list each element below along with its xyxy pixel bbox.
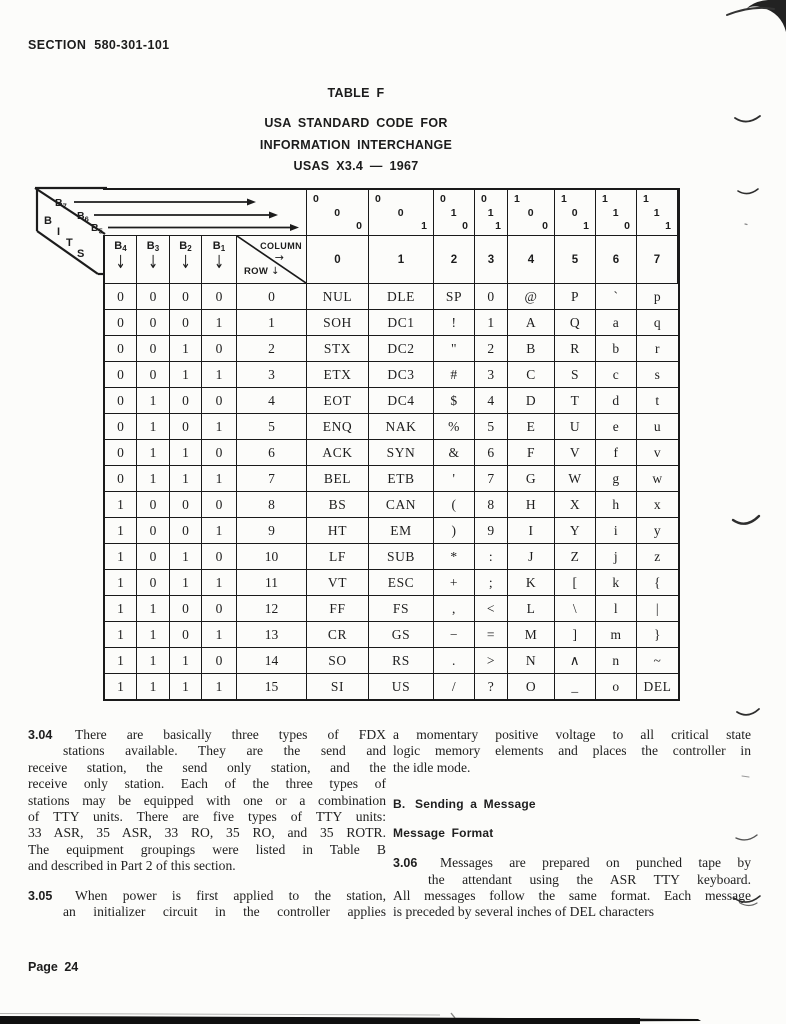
char-col1: ETB: [369, 466, 434, 491]
column-number: 6: [596, 236, 637, 283]
char-col5: Q: [555, 310, 596, 335]
char-col6: m: [596, 622, 637, 647]
char-col0: HT: [307, 518, 369, 543]
bit-column-header: $B_1$ ↓: [202, 236, 237, 283]
char-col5: X: [555, 492, 596, 517]
bottom-scan-bar: [0, 1013, 701, 1024]
char-col1: CAN: [369, 492, 434, 517]
char-col5: P: [555, 284, 596, 309]
char-col1: DC3: [369, 362, 434, 387]
char-col0: SI: [307, 674, 369, 699]
column-bit-pattern: 0 0 1: [369, 190, 434, 235]
bit-b1: 1: [202, 518, 237, 543]
bit-b3: 1: [137, 440, 170, 465]
row-number: 2: [237, 336, 307, 361]
bit-b4: 1: [105, 648, 137, 673]
char-col6: b: [596, 336, 637, 361]
bit-b3: 1: [137, 414, 170, 439]
char-col3: 9: [475, 518, 508, 543]
bit-b2: 0: [170, 310, 202, 335]
column-bit-pattern: 0 0 0: [307, 190, 369, 235]
char-col4: D: [508, 388, 555, 413]
bit-b3: 1: [137, 622, 170, 647]
bit-b4: 0: [105, 414, 137, 439]
char-col0: EOT: [307, 388, 369, 413]
char-col7: p: [653, 288, 662, 304]
char-col4: @: [508, 284, 555, 309]
bit-b1: 1: [202, 310, 237, 335]
column-label: COLUMN: [260, 241, 302, 251]
text-column-left: [28, 727, 386, 920]
char-col6: j: [596, 544, 637, 569]
table-row: [105, 335, 678, 361]
bits-letter-i: I: [57, 226, 61, 238]
table-row: [105, 621, 678, 647]
bit-label-b5: $B_5$: [91, 222, 103, 236]
char-col3: ;: [475, 570, 508, 595]
bit-b1: 1: [202, 466, 237, 491]
char-col0: FF: [307, 596, 369, 621]
char-col2: (: [434, 492, 475, 517]
column-number: 3: [475, 236, 508, 283]
row-number: 6: [237, 440, 307, 465]
row-label: ROW ↓: [244, 266, 280, 277]
bit-b3: 1: [137, 674, 170, 699]
bit-b4: 0: [105, 336, 137, 361]
bit-b4: 0: [105, 310, 137, 335]
char-col5: T: [555, 388, 596, 413]
char-col7: w: [652, 470, 663, 486]
char-col1: DC2: [369, 336, 434, 361]
row-number: 8: [237, 492, 307, 517]
bit-b2: 1: [170, 336, 202, 361]
char-col3: <: [475, 596, 508, 621]
char-col6: k: [596, 570, 637, 595]
row-number: 1: [237, 310, 307, 335]
bit-b1: 0: [202, 596, 237, 621]
bit-b3: 1: [137, 466, 170, 491]
table-subtitle-2: INFORMATION INTERCHANGE: [259, 138, 453, 152]
char-col6: n: [596, 648, 637, 673]
char-col7: s: [654, 366, 661, 382]
char-col5: [: [555, 570, 596, 595]
table-row: [105, 387, 678, 413]
bit-b1: 1: [202, 674, 237, 699]
char-col4: O: [508, 674, 555, 699]
bit-b4: 1: [105, 596, 137, 621]
down-arrow-icon: ↓: [115, 251, 126, 273]
char-col7: y: [653, 522, 662, 538]
table-header-bit-triplets: [103, 190, 678, 235]
char-col4: B: [508, 336, 555, 361]
char-col2: −: [434, 622, 475, 647]
bit-b1: 0: [202, 648, 237, 673]
char-col5: ∧: [555, 648, 596, 673]
char-col1: FS: [369, 596, 434, 621]
char-col2: #: [434, 362, 475, 387]
bit-b2: 1: [170, 440, 202, 465]
char-col7: x: [653, 496, 662, 512]
char-col4: N: [508, 648, 555, 673]
row-number: 12: [237, 596, 307, 621]
bit-b2: 1: [170, 466, 202, 491]
paragraph-3-05: 3.05 When power is first applied to the station, an initializer circuit in the controller applies: [28, 887, 386, 919]
bit-b1: 0: [202, 544, 237, 569]
table-row: [105, 491, 678, 517]
paragraph-3-04: 3.04 There are basically three types of FDX stations available. They are the send and receive station, the send only station, and the receive only station. Each of the three types of stations may be equipped with one or a combination of TTY units. There are five types of TTY units: 33 ASR, 35 ASR, 33 RO, 35 RO, and 35 ROTR. The equipment groupings were listed in Table B and described in Part 2 of this section.: [28, 727, 386, 874]
char-col0: LF: [307, 544, 369, 569]
column-bit-pattern: 0 1 0: [434, 190, 475, 235]
bit-b1: 0: [202, 388, 237, 413]
char-col3: 1: [475, 310, 508, 335]
column-number: 7: [637, 236, 678, 283]
row-number: 10: [237, 544, 307, 569]
char-col4: A: [508, 310, 555, 335]
bit-b3: 0: [137, 570, 170, 595]
table-body: [103, 283, 678, 699]
row-number: 14: [237, 648, 307, 673]
table-subtitle-1: USA STANDARD CODE FOR: [264, 116, 448, 130]
bit-b4: 0: [105, 362, 137, 387]
bits-letter-s: S: [77, 248, 85, 260]
table-row: [105, 595, 678, 621]
char-col7: r: [654, 340, 661, 356]
char-col6: i: [596, 518, 637, 543]
bit-b2: 0: [170, 622, 202, 647]
column-bit-pattern: 1 1 1: [637, 190, 678, 235]
char-col5: \: [555, 596, 596, 621]
char-col4: L: [508, 596, 555, 621]
bit-b1: 0: [202, 440, 237, 465]
char-col7: t: [655, 392, 660, 408]
bit-column-header: $B_4$ ↓: [105, 236, 137, 283]
char-col1: DC1: [369, 310, 434, 335]
table-standard-ref: USAS X3.4 — 1967: [293, 159, 419, 173]
char-col3: 4: [475, 388, 508, 413]
bit-arrows-region: [105, 190, 307, 235]
char-col1: GS: [369, 622, 434, 647]
char-col0: STX: [307, 336, 369, 361]
bit-b1: 0: [202, 284, 237, 309]
column-number: 1: [369, 236, 434, 283]
row-number: 5: [237, 414, 307, 439]
down-arrow-icon: ↓: [147, 251, 159, 273]
char-col4: F: [508, 440, 555, 465]
char-col1: SYN: [369, 440, 434, 465]
bit-b1: 1: [202, 362, 237, 387]
char-col6: g: [596, 466, 637, 491]
char-col0: SOH: [307, 310, 369, 335]
table-row: [105, 413, 678, 439]
table-row: [105, 517, 678, 543]
column-number: 4: [508, 236, 555, 283]
bit-b2: 1: [170, 544, 202, 569]
char-col0: BEL: [307, 466, 369, 491]
bit-column-header: $B_3$ ↓: [137, 236, 170, 283]
bit-b4: 0: [105, 440, 137, 465]
bit-column-header: $B_2$ ↓: [170, 236, 202, 283]
char-col5: Z: [555, 544, 596, 569]
row-number: 11: [237, 570, 307, 595]
char-col7: }: [653, 626, 662, 642]
char-col2: !: [434, 310, 475, 335]
char-col6: l: [596, 596, 637, 621]
char-col2: &: [434, 440, 475, 465]
char-col1: ESC: [369, 570, 434, 595]
column-row-corner-cell: [237, 236, 307, 283]
bit-b3: 0: [137, 336, 170, 361]
paragraph-number: 3.05: [28, 888, 53, 903]
bit-label-b6: $B_6$: [77, 210, 89, 224]
paragraph-number: 3.06: [393, 856, 418, 871]
column-number: 2: [434, 236, 475, 283]
char-col4: J: [508, 544, 555, 569]
char-col7: v: [653, 444, 662, 460]
char-col6: e: [596, 414, 637, 439]
char-col7: |: [655, 600, 660, 616]
char-col7: q: [653, 314, 662, 330]
char-col6: d: [596, 388, 637, 413]
row-number: 7: [237, 466, 307, 491]
char-col7: u: [653, 418, 662, 434]
bit-b1: 1: [202, 570, 237, 595]
row-number: 4: [237, 388, 307, 413]
table-row: [105, 283, 678, 309]
char-col2: .: [434, 648, 475, 673]
bit-b3: 0: [137, 492, 170, 517]
table-header-row: [103, 235, 678, 283]
char-col0: SO: [307, 648, 369, 673]
table-row: [105, 673, 678, 699]
bit-b4: 1: [105, 570, 137, 595]
char-col1: DC4: [369, 388, 434, 413]
char-col0: ENQ: [307, 414, 369, 439]
char-col3: :: [475, 544, 508, 569]
bit-b4: 1: [105, 674, 137, 699]
bit-b2: 1: [170, 362, 202, 387]
char-col3: 3: [475, 362, 508, 387]
char-col7: {: [653, 574, 662, 590]
char-col2: ": [434, 336, 475, 361]
char-col2: ': [434, 466, 475, 491]
bit-b4: 0: [105, 284, 137, 309]
bit-b1: 1: [202, 622, 237, 647]
char-col3: 5: [475, 414, 508, 439]
bits-letter-b: B: [44, 215, 52, 227]
char-col0: CR: [307, 622, 369, 647]
bit-b4: 0: [105, 388, 137, 413]
bit-b4: 1: [105, 518, 137, 543]
char-col1: EM: [369, 518, 434, 543]
column-bit-pattern: 1 0 1: [555, 190, 596, 235]
char-col1: RS: [369, 648, 434, 673]
char-col3: 6: [475, 440, 508, 465]
char-col1: DLE: [369, 284, 434, 309]
char-col6: h: [596, 492, 637, 517]
char-col4: M: [508, 622, 555, 647]
char-col5: R: [555, 336, 596, 361]
heading-sending-a-message: B. Sending a Message: [393, 797, 536, 812]
row-number: 15: [237, 674, 307, 699]
char-col2: $: [434, 388, 475, 413]
char-col2: /: [434, 674, 475, 699]
section-header: SECTION 580-301-101: [28, 38, 170, 52]
char-col0: BS: [307, 492, 369, 517]
char-col5: U: [555, 414, 596, 439]
bit-b1: 0: [202, 492, 237, 517]
char-col6: o: [596, 674, 637, 699]
bit-b3: 1: [137, 596, 170, 621]
column-bit-pattern: 0 1 1: [475, 190, 508, 235]
bit-b4: 0: [105, 466, 137, 491]
bit-b3: 0: [137, 310, 170, 335]
bit-label-b7: $B_7$: [55, 197, 67, 211]
down-arrow-icon: ↓: [180, 251, 191, 273]
bit-b1: 0: [202, 336, 237, 361]
table-row: [105, 543, 678, 569]
char-col3: 8: [475, 492, 508, 517]
bit-b2: 0: [170, 492, 202, 517]
char-col5: S: [555, 362, 596, 387]
bit-b3: 0: [137, 284, 170, 309]
ascii-code-table: [103, 188, 680, 701]
char-col3: 0: [475, 284, 508, 309]
row-number: 13: [237, 622, 307, 647]
char-col2: SP: [434, 284, 475, 309]
char-col2: ): [434, 518, 475, 543]
char-col0: ACK: [307, 440, 369, 465]
char-col4: I: [508, 518, 555, 543]
char-col0: ETX: [307, 362, 369, 387]
char-col0: NUL: [307, 284, 369, 309]
char-col6: `: [596, 284, 637, 309]
bits-letter-t: T: [66, 237, 73, 249]
char-col4: K: [508, 570, 555, 595]
char-col5: W: [555, 466, 596, 491]
table-title: TABLE F: [327, 86, 385, 100]
bit-b1: 1: [202, 414, 237, 439]
char-col2: ,: [434, 596, 475, 621]
char-col3: 2: [475, 336, 508, 361]
corner-mark: [746, 0, 786, 32]
bit-b3: 0: [137, 362, 170, 387]
heading-message-format: Message Format: [393, 826, 494, 841]
char-col3: =: [475, 622, 508, 647]
bit-b2: 1: [170, 570, 202, 595]
bit-b2: 1: [170, 674, 202, 699]
bit-b4: 1: [105, 622, 137, 647]
char-col2: *: [434, 544, 475, 569]
char-col6: c: [596, 362, 637, 387]
char-col3: 7: [475, 466, 508, 491]
table-row: [105, 569, 678, 595]
bit-b2: 1: [170, 648, 202, 673]
bit-b4: 1: [105, 492, 137, 517]
char-col4: C: [508, 362, 555, 387]
row-number: 0: [237, 284, 307, 309]
column-number: 0: [307, 236, 369, 283]
bit-b2: 0: [170, 414, 202, 439]
bit-b2: 0: [170, 388, 202, 413]
table-row: [105, 361, 678, 387]
paragraph-3-06: 3.06 Messages are prepared on punched tape by the attendant using the ASR TTY keyboard. All messages follow the same format. Each message is preceded by several inches of DEL characters: [393, 855, 751, 920]
column-bit-pattern: 1 0 0: [508, 190, 555, 235]
char-col2: +: [434, 570, 475, 595]
char-col7: DEL: [643, 678, 672, 694]
bit-b3: 0: [137, 518, 170, 543]
char-col4: H: [508, 492, 555, 517]
char-col0: VT: [307, 570, 369, 595]
char-col3: ?: [475, 674, 508, 699]
row-number: 3: [237, 362, 307, 387]
bit-b2: 0: [170, 596, 202, 621]
char-col1: SUB: [369, 544, 434, 569]
table-row: [105, 309, 678, 335]
column-bit-pattern: 1 1 0: [596, 190, 637, 235]
table-row: [105, 439, 678, 465]
bit-b4: 1: [105, 544, 137, 569]
char-col1: US: [369, 674, 434, 699]
right-arrow-icon: →: [274, 251, 284, 264]
bit-b2: 0: [170, 284, 202, 309]
table-row: [105, 465, 678, 491]
char-col5: _: [555, 674, 596, 699]
char-col5: V: [555, 440, 596, 465]
bit-b3: 1: [137, 388, 170, 413]
bit-b3: 0: [137, 544, 170, 569]
paragraph-continuation: a momentary positive voltage to all critical state logic memory elements and places the controller in the idle mode.: [393, 727, 751, 775]
bit-b3: 1: [137, 648, 170, 673]
char-col6: f: [596, 440, 637, 465]
char-col5: ]: [555, 622, 596, 647]
bit-b2: 0: [170, 518, 202, 543]
paragraph-number: 3.04: [28, 728, 53, 742]
table-row: [105, 647, 678, 673]
char-col5: Y: [555, 518, 596, 543]
column-number: 5: [555, 236, 596, 283]
char-col7: ~: [653, 652, 662, 668]
text-column-right: [393, 727, 751, 921]
char-col4: G: [508, 466, 555, 491]
page-number: Page 24: [28, 960, 79, 974]
char-col2: %: [434, 414, 475, 439]
char-col3: >: [475, 648, 508, 673]
char-col4: E: [508, 414, 555, 439]
char-col1: NAK: [369, 414, 434, 439]
down-arrow-icon: ↓: [213, 251, 225, 273]
char-col6: a: [596, 310, 637, 335]
row-number: 9: [237, 518, 307, 543]
char-col7: z: [654, 548, 661, 564]
down-arrow-icon: ↓: [271, 266, 280, 277]
